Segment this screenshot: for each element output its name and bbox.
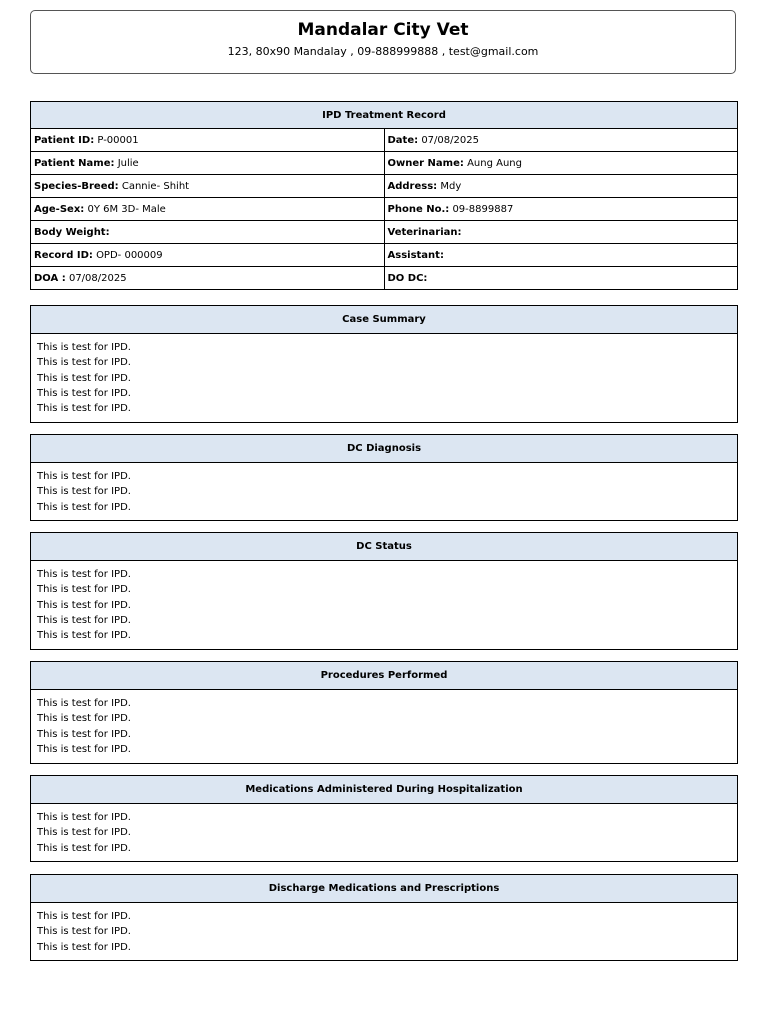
- section-line: This is test for IPD.: [37, 812, 131, 823]
- section-line: This is test for IPD.: [37, 827, 131, 839]
- patient-name-value: Julie: [117, 157, 139, 169]
- age-sex-cell: [31, 198, 385, 221]
- body-weight-cell: [31, 221, 385, 244]
- owner-name-cell: [384, 152, 738, 175]
- clinic-name: Mandalar City Vet: [297, 20, 469, 40]
- section-line: This is test for IPD.: [37, 387, 131, 399]
- phone-value: 09-8899887: [452, 203, 514, 215]
- table-row: [31, 129, 738, 152]
- section-title: DC Status: [31, 533, 737, 561]
- record-title: IPD Treatment Record: [31, 102, 738, 129]
- table-row: [31, 175, 738, 198]
- doa-label: DOA :: [34, 272, 66, 284]
- section-body: [31, 561, 737, 643]
- section-line: This is test for IPD.: [37, 842, 131, 854]
- section-line: This is test for IPD.: [37, 941, 131, 953]
- phone-cell: [384, 198, 738, 221]
- date-value: 07/08/2025: [421, 134, 479, 146]
- address-value: Mdy: [440, 180, 462, 192]
- age-sex-value: 0Y 6M 3D- Male: [87, 203, 166, 215]
- table-row: [31, 198, 738, 221]
- body-weight-label: Body Weight:: [34, 226, 110, 238]
- section-line: This is test for IPD.: [37, 501, 131, 513]
- section-title: Procedures Performed: [31, 662, 737, 690]
- clinic-contact-info: 123, 80x90 Mandalay , 09-888999888 , test@gmail.com: [227, 45, 539, 58]
- section-line: This is test for IPD.: [37, 630, 131, 642]
- section-title: Discharge Medications and Prescriptions: [31, 875, 737, 903]
- section-body: [31, 334, 737, 416]
- record-id-label: Record ID:: [34, 249, 93, 261]
- section-title: Medications Administered During Hospitalization: [31, 776, 737, 804]
- section-body: [31, 690, 737, 757]
- table-row: [31, 267, 738, 290]
- section-line: This is test for IPD.: [37, 569, 131, 580]
- table-row: [31, 244, 738, 267]
- phone-label: Phone No.:: [387, 203, 450, 215]
- section-line: This is test for IPD.: [37, 926, 131, 938]
- table-row: [31, 221, 738, 244]
- section-body: [31, 903, 737, 955]
- species-breed-value: Cannie- Shiht: [121, 180, 190, 192]
- section-line: This is test for IPD.: [37, 713, 131, 725]
- section-line: This is test for IPD.: [37, 698, 131, 709]
- procedures-performed-section: [30, 661, 738, 764]
- veterinarian-cell: [384, 221, 738, 244]
- patient-name-cell: [31, 152, 385, 175]
- section-line: This is test for IPD.: [37, 599, 131, 611]
- dc-diagnosis-section: [30, 434, 738, 521]
- address-label: Address:: [387, 180, 438, 192]
- date-label: Date:: [387, 134, 419, 146]
- section-line: This is test for IPD.: [37, 728, 131, 740]
- section-line: This is test for IPD.: [37, 357, 131, 369]
- table-row: [31, 152, 738, 175]
- owner-name-label: Owner Name:: [387, 157, 464, 169]
- section-body: [31, 463, 737, 515]
- species-breed-cell: [31, 175, 385, 198]
- patient-name-label: Patient Name:: [34, 157, 115, 169]
- age-sex-label: Age-Sex:: [34, 203, 85, 215]
- medications-administered-section: [30, 775, 738, 862]
- record-id-value: OPD- 000009: [96, 249, 163, 261]
- patient-id-value: P-00001: [97, 134, 139, 146]
- patient-id-cell: [31, 129, 385, 152]
- section-line: This is test for IPD.: [37, 743, 131, 755]
- doa-cell: [31, 267, 385, 290]
- veterinarian-label: Veterinarian:: [387, 226, 462, 238]
- do-dc-cell: [384, 267, 738, 290]
- patient-info-table: [30, 101, 738, 290]
- section-title: Case Summary: [31, 306, 737, 334]
- section-line: This is test for IPD.: [37, 911, 131, 922]
- section-line: This is test for IPD.: [37, 372, 131, 384]
- section-body: [31, 804, 737, 856]
- section-line: This is test for IPD.: [37, 486, 131, 498]
- section-line: This is test for IPD.: [37, 614, 131, 626]
- case-summary-section: [30, 305, 738, 423]
- assistant-cell: [384, 244, 738, 267]
- record-id-cell: [31, 244, 385, 267]
- doa-value: 07/08/2025: [68, 272, 127, 284]
- address-cell: [384, 175, 738, 198]
- patient-id-label: Patient ID:: [34, 134, 95, 146]
- section-title: DC Diagnosis: [31, 435, 737, 463]
- assistant-label: Assistant:: [387, 249, 444, 261]
- section-line: This is test for IPD.: [37, 471, 131, 482]
- clinic-header: [30, 10, 736, 74]
- section-line: This is test for IPD.: [37, 584, 131, 596]
- do-dc-label: DO DC:: [387, 272, 428, 284]
- section-line: This is test for IPD.: [37, 403, 131, 415]
- dc-status-section: [30, 532, 738, 650]
- species-breed-label: Species-Breed:: [34, 180, 119, 192]
- owner-name-value: Aung Aung: [467, 157, 522, 169]
- date-cell: [384, 129, 738, 152]
- discharge-medications-section: [30, 874, 738, 961]
- section-line: This is test for IPD.: [37, 342, 131, 353]
